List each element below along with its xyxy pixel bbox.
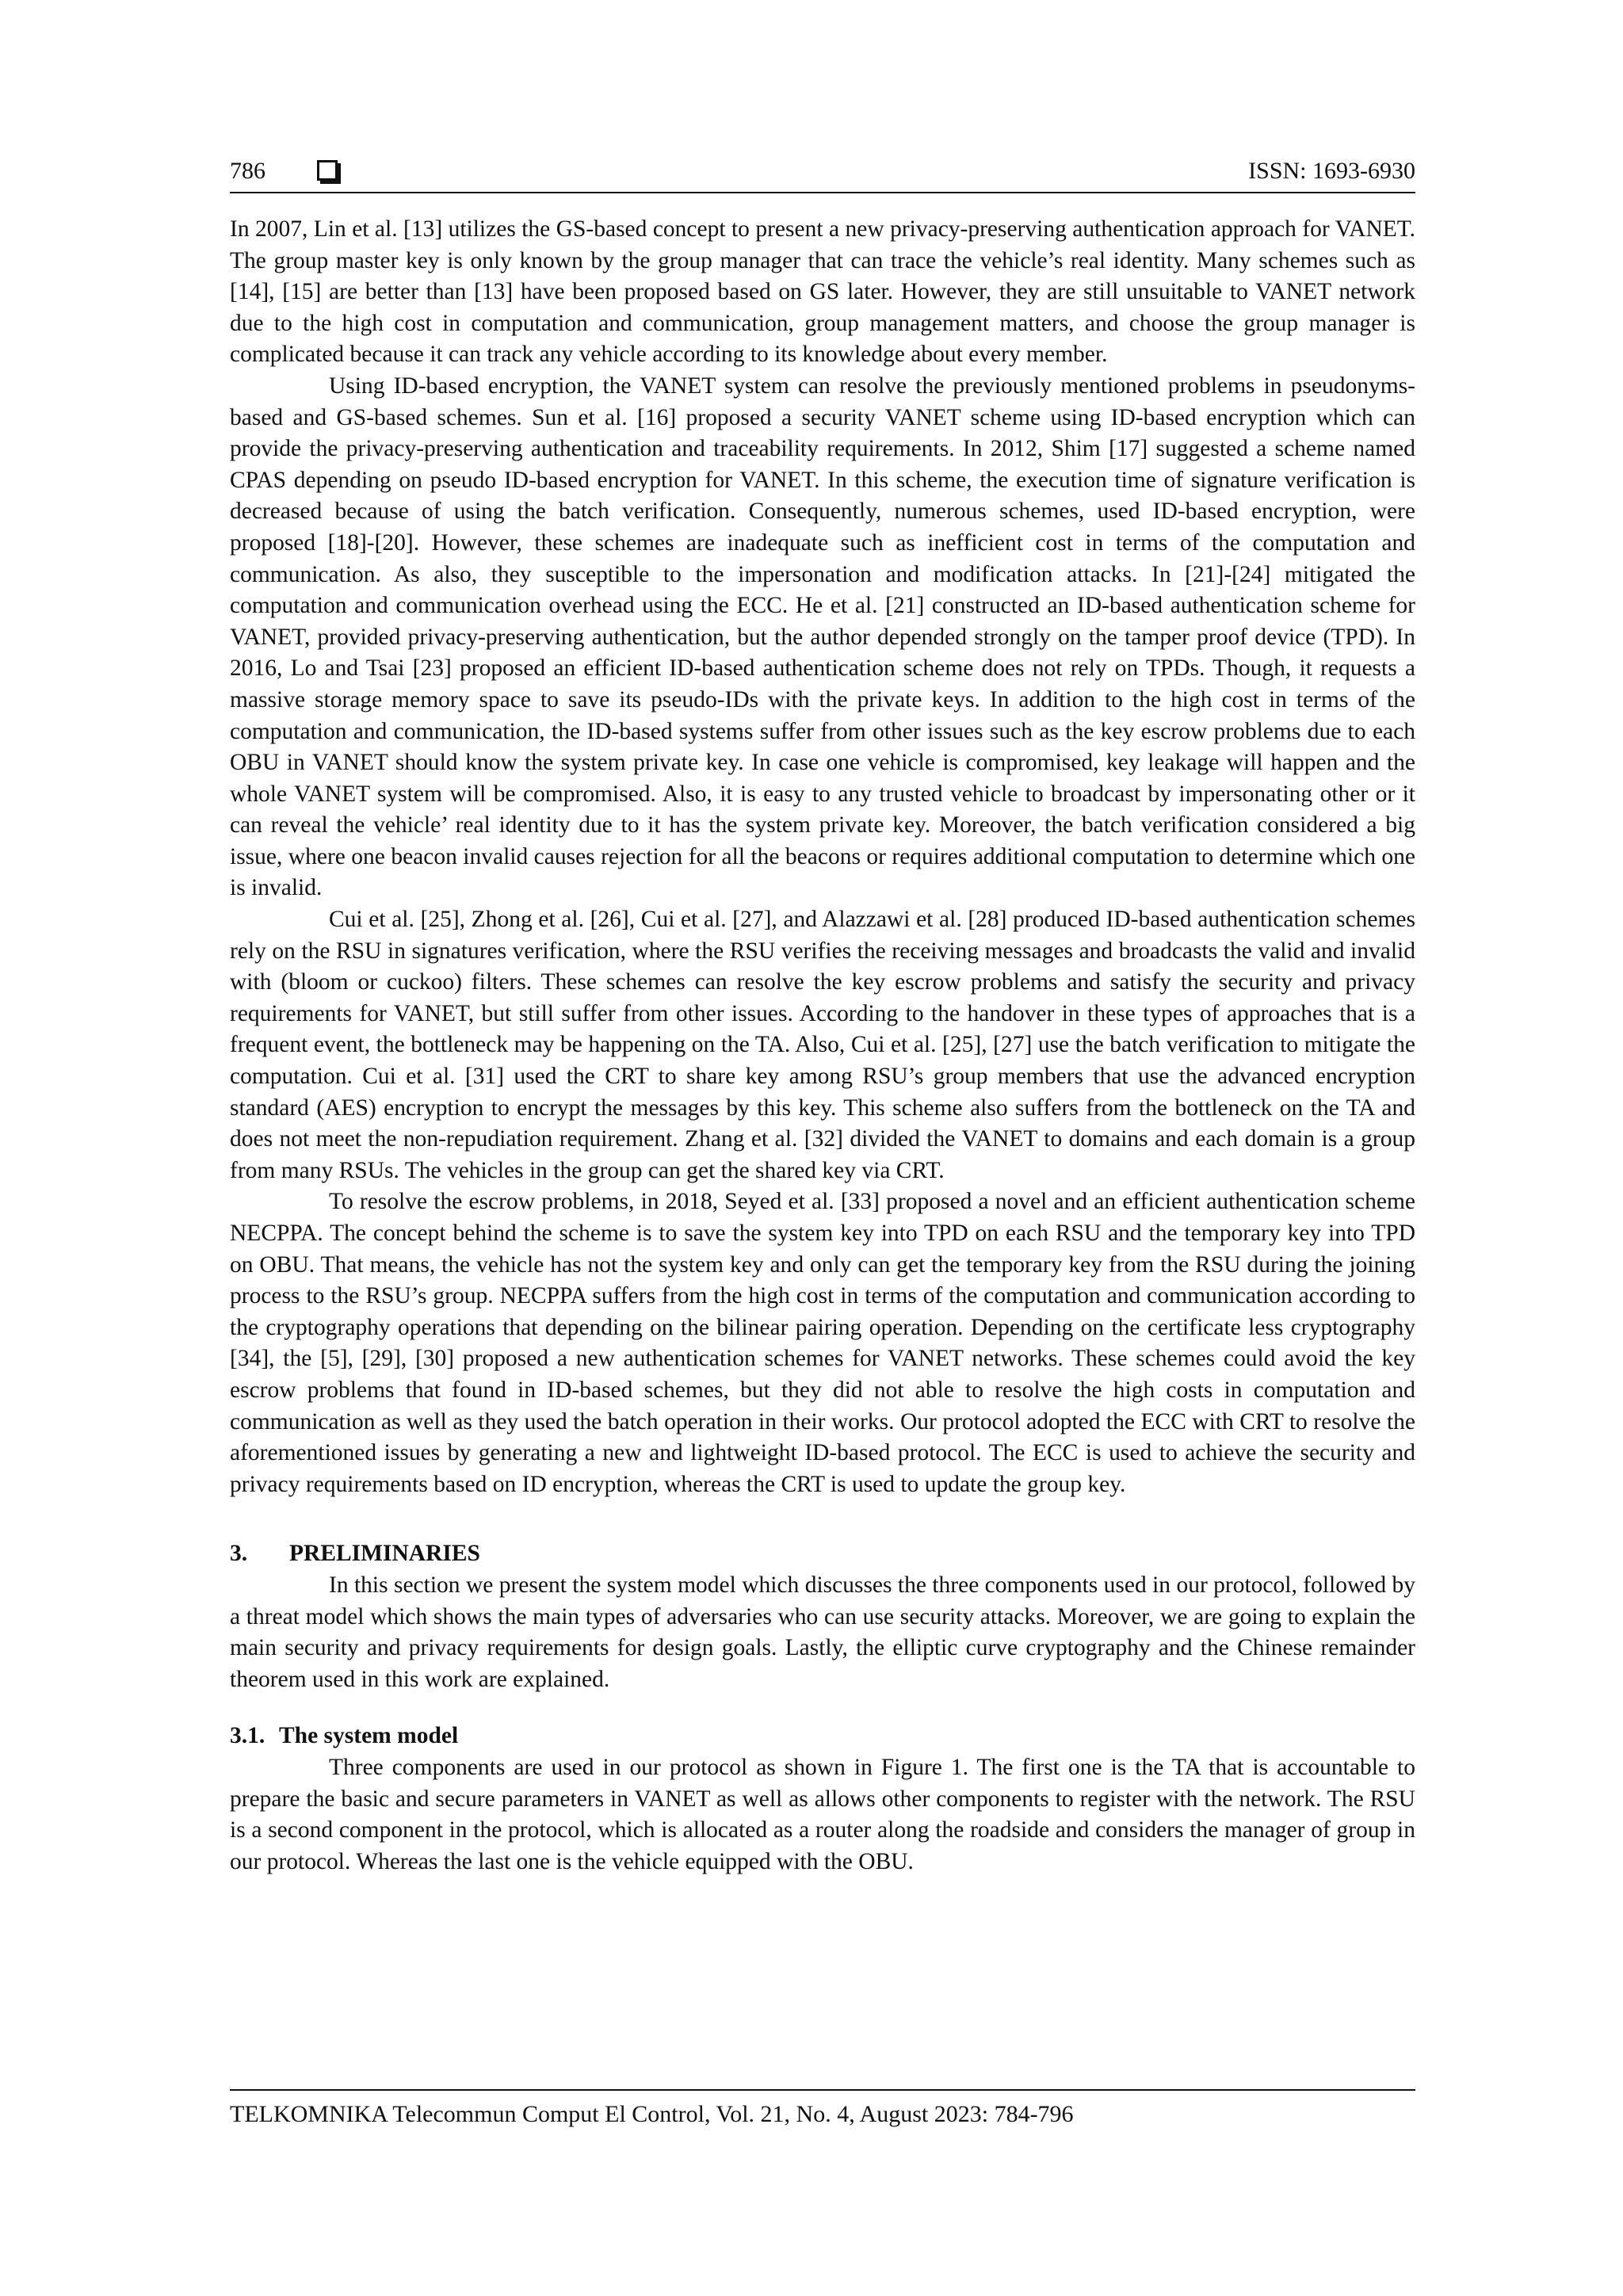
- paragraph-3: Cui et al. [25], Zhong et al. [26], Cui et al. [27], and Alazzawi et al. [28] produced ID-based authentication schemes rely on the RSU in signatures verification, where the RSU verifies the receiving messages and broadcasts the valid and invalid with (bloom or cuckoo) filters. These schemes can resolve the key escrow problems and satisfy the security and privacy requirements for VANET, but still suffer from other issues. According to the handover in these types of approaches that is a frequent event, the bottleneck may be happening on the TA. Also, Cui et al. [25], [27] use the batch verification to mitigate the computation. Cui et al. [31] used the CRT to share key among RSU’s group members that use the advanced encryption standard (AES) encryption to encrypt the messages by this key. This scheme also suffers from the bottleneck on the TA and does not meet the non-repudiation requirement. Zhang et al. [32] divided the VANET to domains and each domain is a group from many RSUs. The vehicles in the group can get the shared key via CRT.: [230, 907, 1415, 1183]
- section-number: 3.: [230, 1541, 248, 1567]
- running-footer: TELKOMNIKA Telecommun Comput El Control, Vol. 21, No. 4, August 2023: 784-796: [230, 2101, 1074, 2127]
- paragraph-1: In 2007, Lin et al. [13] utilizes the GS-based concept to present a new privacy-preserving authentication approach for VANET. The group master key is only known by the group manager that can trace the vehicle’s real identity. Many schemes such as [14], [15] are better than [13] have been proposed based on GS later. However, they are still unsuitable to VANET network due to the high cost in computation and communication, group management matters, and choose the group manager is complicated because it can track any vehicle according to its knowledge about every member.: [230, 216, 1415, 368]
- paragraph-6: Three components are used in our protocol as shown in Figure 1. The first one is the TA that is accountable to prepare the basic and secure parameters in VANET as well as allows other components to register with the network. The RSU is a second component in the protocol, which is allocated as a router along the roadside and considers the manager of group in our protocol. Whereas the last one is the vehicle equipped with the OBU.: [230, 1754, 1415, 1874]
- subsection-heading: [230, 1721, 1415, 1752]
- paragraph-5: In this section we present the system model which discusses the three components used in our protocol, followed by a threat model which shows the main types of adversaries who can use security attacks. Moreover, we are going to explain the main security and privacy requirements for design goals. Lastly, the elliptic curve cryptography and the Chinese remainder theorem used in this work are explained.: [230, 1572, 1415, 1692]
- section-heading: [230, 1538, 1415, 1570]
- page-number: 786: [230, 158, 265, 184]
- subsection-title: The system model: [279, 1723, 459, 1749]
- subsection-number: 3.1.: [230, 1723, 265, 1749]
- paragraph-2: Using ID-based encryption, the VANET system can resolve the previously mentioned problems in pseudonyms-based and GS-based schemes. Sun et al. [16] proposed a security VANET scheme using ID-based encryption which can provide the privacy-preserving authentication and traceability requirements. In 2012, Shim [17] suggested a scheme named CPAS depending on pseudo ID-based encryption for VANET. In this scheme, the execution time of signature verification is decreased because of using the batch verification. Consequently, numerous schemes, used ID-based encryption, were proposed [18]-[20]. However, these schemes are inadequate such as inefficient cost in terms of the computation and communication. As also, they susceptible to the impersonation and modification attacks. In [21]-[24] mitigated the computation and communication overhead using the ECC. He et al. [21] constructed an ID-based authentication scheme for VANET, provided privacy-preserving authentication, but the author depended strongly on the tamper proof device (TPD). In 2016, Lo and Tsai [23] proposed an efficient ID-based authentication scheme does not rely on TPDs. Though, it requests a massive storage memory space to save its pseudo-IDs with the private keys. In addition to the high cost in terms of the computation and communication, the ID-based systems suffer from other issues such as the key escrow problems due to each OBU in VANET should know the system private key. In case one vehicle is compromised, key leakage will happen and the whole VANET system will be compromised. Also, it is easy to any trusted vehicle to broadcast by impersonating other or it can reveal the vehicle’ real identity due to it has the system private key. Moreover, the batch verification considered a big issue, where one beacon invalid causes rejection for all the beacons or requires additional computation to determine which one is invalid.: [230, 372, 1415, 901]
- square-bullet-icon: [317, 160, 338, 181]
- section-title: PRELIMINARIES: [289, 1541, 480, 1567]
- running-header: [230, 152, 1415, 190]
- paragraph-4: To resolve the escrow problems, in 2018, Seyed et al. [33] proposed a novel and an efficient authentication scheme NECPPA. The concept behind the scheme is to save the system key into TPD on each RSU and the temporary key into TPD on OBU. That means, the vehicle has not the system key and only can get the temporary key from the RSU during the joining process to the RSU’s group. NECPPA suffers from the high cost in terms of the computation and communication according to the cryptography operations that depending on the bilinear pairing operation. Depending on the certificate less cryptography [34], the [5], [29], [30] proposed a new authentication schemes for VANET networks. These schemes could avoid the key escrow problems that found in ID-based schemes, but they did not able to resolve the high costs in computation and communication as well as they used the batch operation in their works. Our protocol adopted the ECC with CRT to resolve the aforementioned issues by generating a new and lightweight ID-based protocol. The ECC is used to achieve the security and privacy requirements based on ID encryption, whereas the CRT is used to update the group key.: [230, 1189, 1415, 1497]
- header-rule: [230, 192, 1415, 193]
- issn: ISSN: 1693-6930: [1248, 158, 1415, 184]
- body-text: [230, 214, 1415, 1878]
- footer-rule: [230, 2089, 1415, 2091]
